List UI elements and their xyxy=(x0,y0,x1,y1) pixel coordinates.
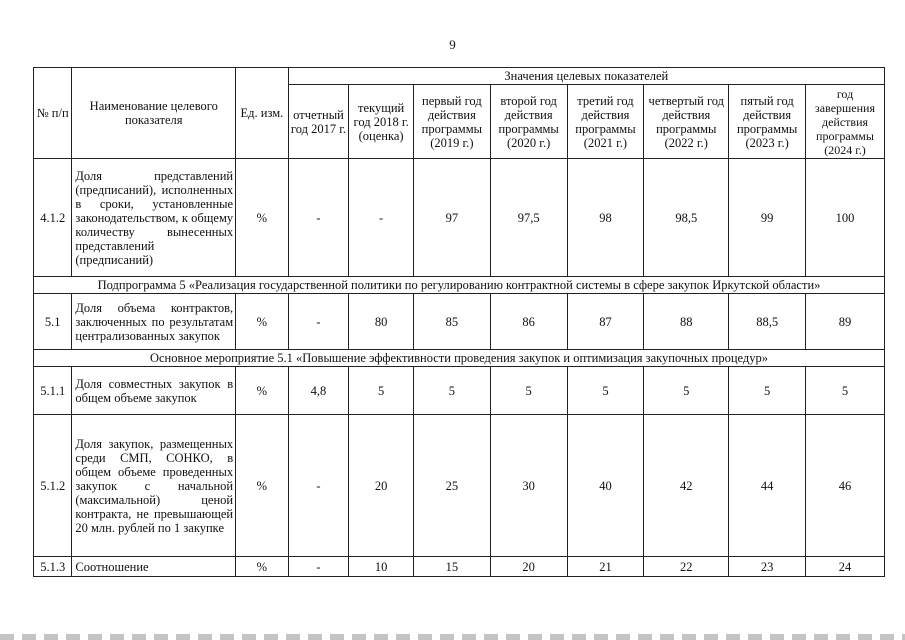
activity-title: Основное мероприятие 5.1 «Повышение эффективности проведения закупок и оптимизация закупочных процедур» xyxy=(34,350,885,367)
header-year: второй год действия программы (2020 г.) xyxy=(490,85,567,159)
scan-edge-artifact xyxy=(0,634,905,640)
row-unit: % xyxy=(236,557,289,577)
row-value: 46 xyxy=(806,415,885,557)
row-value: 5 xyxy=(413,367,490,415)
table-row xyxy=(34,367,885,415)
row-value: - xyxy=(349,159,414,277)
row-unit: % xyxy=(236,367,289,415)
row-value: 23 xyxy=(729,557,806,577)
table-row xyxy=(34,294,885,350)
row-value: 97,5 xyxy=(490,159,567,277)
header-year: пятый год действия программы (2023 г.) xyxy=(729,85,806,159)
header-year: текущий год 2018 г. (оценка) xyxy=(349,85,414,159)
row-value: 85 xyxy=(413,294,490,350)
row-name: Соотношение xyxy=(72,557,236,577)
row-value: 88 xyxy=(644,294,729,350)
row-value: 20 xyxy=(349,415,414,557)
subprogram-row xyxy=(34,277,885,294)
row-value: 4,8 xyxy=(288,367,349,415)
indicators-table xyxy=(33,67,885,577)
row-num: 5.1.2 xyxy=(34,415,72,557)
row-value: 5 xyxy=(644,367,729,415)
row-num: 5.1.1 xyxy=(34,367,72,415)
row-value: - xyxy=(288,557,349,577)
header-year: год завершения действия программы (2024 г.) xyxy=(806,85,885,159)
row-name: Доля представлений (предписаний), исполненных в сроки, установленные законодательством, к общему количеству вынесенных представлений (предписаний) xyxy=(72,159,236,277)
row-unit: % xyxy=(236,294,289,350)
row-value: 5 xyxy=(729,367,806,415)
row-value: 98 xyxy=(567,159,644,277)
row-value: 5 xyxy=(806,367,885,415)
row-unit: % xyxy=(236,415,289,557)
row-value: 5 xyxy=(567,367,644,415)
row-value: 42 xyxy=(644,415,729,557)
header-year: четвертый год действия программы (2022 г.) xyxy=(644,85,729,159)
row-value: - xyxy=(288,415,349,557)
activity-row xyxy=(34,350,885,367)
header-num: № п/п xyxy=(34,68,72,159)
row-value: 15 xyxy=(413,557,490,577)
row-value: 88,5 xyxy=(729,294,806,350)
row-value: 21 xyxy=(567,557,644,577)
table-row xyxy=(34,557,885,577)
row-value: 98,5 xyxy=(644,159,729,277)
row-value: 30 xyxy=(490,415,567,557)
row-name: Доля объема контрактов, заключенных по результатам централизованных закупок xyxy=(72,294,236,350)
header-year: третий год действия программы (2021 г.) xyxy=(567,85,644,159)
row-value: - xyxy=(288,159,349,277)
subprogram-title: Подпрограмма 5 «Реализация государственной политики по регулированию контрактной системы в сфере закупок Иркутской области» xyxy=(34,277,885,294)
row-value: 87 xyxy=(567,294,644,350)
header-year: отчетный год 2017 г. xyxy=(288,85,349,159)
row-value: 86 xyxy=(490,294,567,350)
row-value: 5 xyxy=(490,367,567,415)
row-value: 40 xyxy=(567,415,644,557)
row-value: - xyxy=(288,294,349,350)
header-year: первый год действия программы (2019 г.) xyxy=(413,85,490,159)
row-value: 24 xyxy=(806,557,885,577)
row-value: 5 xyxy=(349,367,414,415)
row-value: 80 xyxy=(349,294,414,350)
row-value: 97 xyxy=(413,159,490,277)
header-name: Наименование целевого показателя xyxy=(72,68,236,159)
row-value: 99 xyxy=(729,159,806,277)
header-unit: Ед. изм. xyxy=(236,68,289,159)
row-value: 10 xyxy=(349,557,414,577)
row-num: 5.1.3 xyxy=(34,557,72,577)
table-row xyxy=(34,159,885,277)
row-name: Доля закупок, размещенных среди СМП, СОНКО, в общем объеме проведенных закупок с начальной (максимальной) ценой контракта, не превышающей 20 млн. рублей по 1 закупке xyxy=(72,415,236,557)
row-num: 4.1.2 xyxy=(34,159,72,277)
row-unit: % xyxy=(236,159,289,277)
page-number: 9 xyxy=(449,37,456,52)
row-value: 25 xyxy=(413,415,490,557)
row-value: 22 xyxy=(644,557,729,577)
header-group: Значения целевых показателей xyxy=(288,68,884,85)
row-value: 20 xyxy=(490,557,567,577)
table-row xyxy=(34,415,885,557)
header-row-group xyxy=(34,68,885,85)
row-value: 89 xyxy=(806,294,885,350)
row-value: 44 xyxy=(729,415,806,557)
row-value: 100 xyxy=(806,159,885,277)
row-num: 5.1 xyxy=(34,294,72,350)
row-name: Доля совместных закупок в общем объеме закупок xyxy=(72,367,236,415)
